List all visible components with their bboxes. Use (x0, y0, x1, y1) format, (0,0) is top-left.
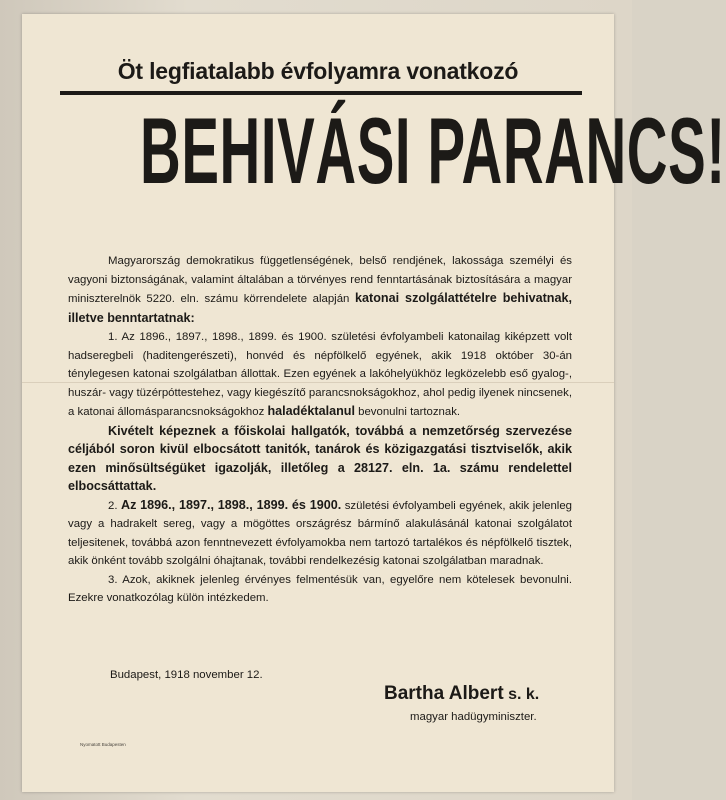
point-2-text: születési évfolyambeli egyének, akik jelenleg vagy a hadrakelt sereg, vagy a mögöttes országrész bármínő alakulásánál katonai szolgálatot teljesitenek, továbbá azon fenntnevezett évfolyamokba nem tartozó tartalékos és népfölkelő tisztek, akik önként tovább szolgálni óhajtanak, további rendelkezésig katonai szolgálatban maradnak. (68, 499, 572, 567)
subtitle-underline (60, 91, 582, 95)
point-1-emphasis: haladéktalanul (267, 404, 355, 418)
point-1-text: 1. Az 1896., 1897., 1898., 1899. és 1900. születési évfolyambeli katonailag kiképzett volt hadseregbeli (haditengerészeti), honvéd és népfölkelő egyének, akik 1918 október 30-án ténylegesen katonai szolgálatban állottak. Ezen egyének a lakóhelyükhöz legközelebb eső gyalog-, huszár- vagy tüzérpóttestehez, vagy kiegészítő parancsnokságokhoz, ahol pedig ilyenek nincsenek, a katonai állomásparancsnokságokhoz (68, 331, 572, 418)
issue-date: Budapest, 1918 november 12. (110, 669, 263, 681)
poster-subtitle: Öt legfiatalabb évfolyamra vonatkozó (117, 58, 519, 84)
point-2-number: 2. (108, 499, 121, 512)
signer-office: magyar hadügyminiszter. (410, 711, 537, 723)
poster-title: BEHIVÁSI PARANCS! (140, 98, 726, 203)
point-2-years: Az 1896., 1897., 1898., 1899. és 1900. (120, 497, 342, 512)
poster-sheet (22, 14, 726, 792)
point-3-paragraph: 3. Azok, akiknek jelenleg érvényes felmentésük van, egyelőre nem kötelesek bevonulni. Ezekre vonatkozólag külön intézkedem. (68, 573, 572, 604)
signer-sk: s. k. (503, 686, 540, 703)
signer-name: Bartha Albert (384, 683, 504, 704)
intro-emphasis: katonai szolgálattételre behivatnak, illetve benntartatnak: (68, 291, 572, 325)
exception-paragraph: Kivételt képeznek a főiskolai hallgatók, továbbá a nemzetőrség szervezése céljából soron kivül elbocsátott tanitók, tanárok és közigazgatási tisztviselők, akik ezen minősültségüket igazolják, illetőleg a 28127. eln. 1a. számu rendelettel elbocsáttattak. (68, 423, 572, 493)
signature-block (384, 683, 539, 705)
intro-text: Magyarország demokratikus függetlenségének, belső rendjének, lakossága személyi és vagyoni biztonságának, valamint általában a törvényes rend fenntartásának biztosítására a magyar miniszterelnök 5220. eln. számu körrendelete alapján (68, 255, 572, 305)
printer-mark: Nyomatott Budapesten (80, 742, 126, 747)
point-1-end: bevonulni tartoznak. (354, 406, 461, 418)
point-2-paragraph (68, 496, 572, 571)
poster-body (68, 252, 572, 608)
point-1-paragraph (68, 328, 572, 422)
intro-paragraph (68, 252, 572, 328)
